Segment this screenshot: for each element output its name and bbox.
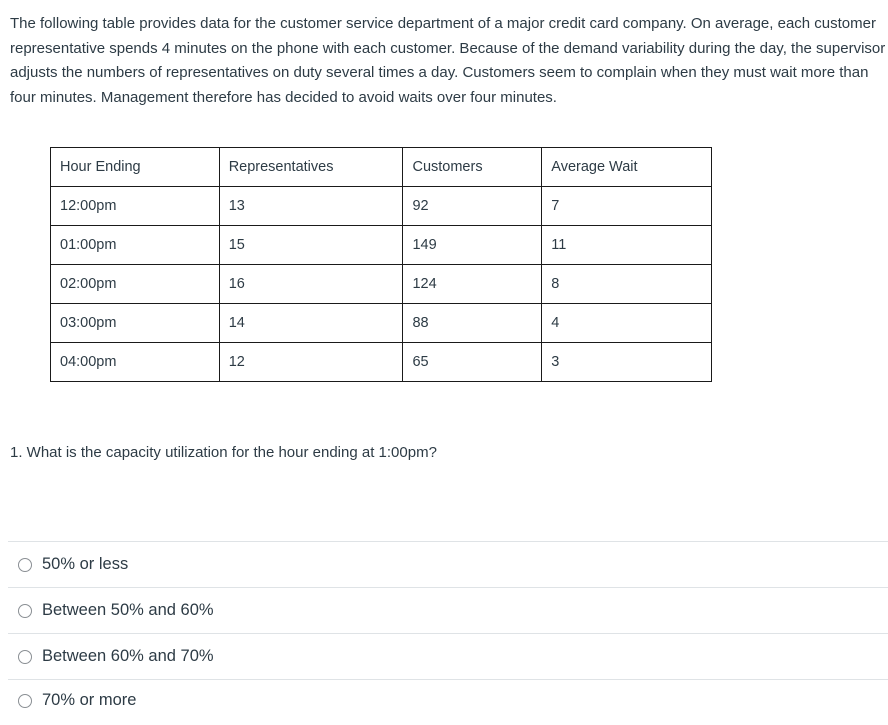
question-text: 1. What is the capacity utilization for the hour ending at 1:00pm?: [10, 444, 437, 461]
cell-hour-ending: 02:00pm: [51, 265, 220, 304]
table-row: [51, 226, 712, 265]
cell-average-wait: 7: [542, 187, 712, 226]
answer-option-70-or-more[interactable]: [8, 679, 888, 721]
cell-customers: 65: [403, 343, 542, 382]
cell-customers: 149: [403, 226, 542, 265]
radio-button[interactable]: [18, 604, 32, 618]
answer-option-50-or-less[interactable]: [8, 541, 888, 587]
header-hour-ending: Hour Ending: [51, 148, 220, 187]
cell-customers: 124: [403, 265, 542, 304]
cell-average-wait: 4: [542, 304, 712, 343]
header-average-wait: Average Wait: [542, 148, 712, 187]
cell-representatives: 15: [219, 226, 403, 265]
cell-average-wait: 8: [542, 265, 712, 304]
cell-representatives: 14: [219, 304, 403, 343]
answer-options: [8, 541, 888, 721]
cell-customers: 92: [403, 187, 542, 226]
radio-button[interactable]: [18, 694, 32, 708]
cell-representatives: 13: [219, 187, 403, 226]
data-table: [50, 147, 712, 382]
answer-label: 70% or more: [42, 691, 137, 709]
cell-hour-ending: 03:00pm: [51, 304, 220, 343]
cell-hour-ending: 04:00pm: [51, 343, 220, 382]
cell-customers: 88: [403, 304, 542, 343]
answer-label: Between 60% and 70%: [42, 647, 214, 665]
header-customers: Customers: [403, 148, 542, 187]
answer-label: 50% or less: [42, 555, 129, 573]
cell-representatives: 16: [219, 265, 403, 304]
intro-paragraph: The following table provides data for the customer service department of a major credit card company. On average, each customer representative spends 4 minutes on the phone with each customer. Because of the demand variability during the day, the supervisor adjusts the numbers of representatives on duty several times a day. Customers seem to complain when they must wait more than four minutes. Management therefore has decided to avoid waits over four minutes.: [10, 15, 886, 106]
table-row: [51, 304, 712, 343]
table-row: [51, 265, 712, 304]
cell-hour-ending: 12:00pm: [51, 187, 220, 226]
answer-label: Between 50% and 60%: [42, 601, 214, 619]
cell-average-wait: 11: [542, 226, 712, 265]
table-row: [51, 187, 712, 226]
radio-button[interactable]: [18, 650, 32, 664]
cell-average-wait: 3: [542, 343, 712, 382]
cell-hour-ending: 01:00pm: [51, 226, 220, 265]
answer-option-50-to-60[interactable]: [8, 587, 888, 633]
radio-button[interactable]: [18, 558, 32, 572]
cell-representatives: 12: [219, 343, 403, 382]
answer-option-60-to-70[interactable]: [8, 633, 888, 679]
table-header-row: [51, 148, 712, 187]
header-representatives: Representatives: [219, 148, 403, 187]
table-row: [51, 343, 712, 382]
